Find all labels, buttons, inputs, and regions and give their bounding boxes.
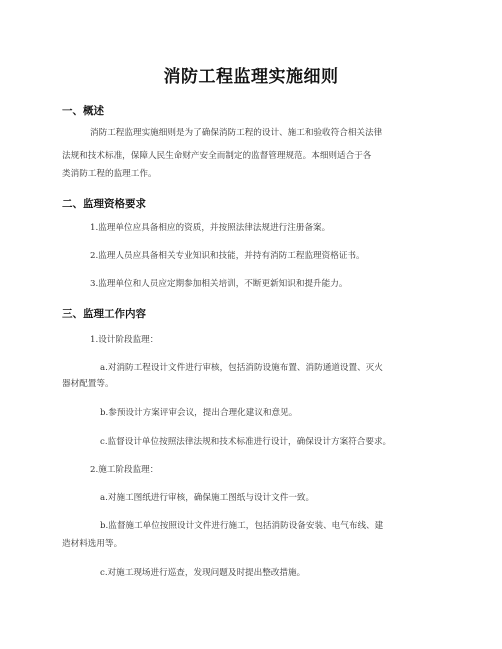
list-item: b.监督施工单位按照设计文件进行施工，包括消防设备安装、电气布线、建 (100, 521, 384, 531)
paragraph-line: 法规和技术标准，保障人民生命财产安全而制定的监督管理规范。本细则适合于各 (62, 151, 372, 161)
section-heading-work-content: 三、监理工作内容 (62, 308, 146, 320)
list-item: a.对消防工程设计文件进行审核，包括消防设施布置、消防通道设置、灭火 (100, 363, 383, 373)
document-title: 消防工程监理实施细则 (163, 67, 339, 87)
stage-label: 1.设计阶段监理： (90, 335, 159, 345)
list-item: 2.监理人员应具备相关专业知识和技能，并持有消防工程监理资格证书。 (90, 251, 365, 261)
section-heading-qualification: 二、监理资格要求 (62, 198, 146, 210)
list-item: a.对施工图纸进行审核，确保施工图纸与设计文件一致。 (100, 493, 315, 503)
list-item: 1.监理单位应具备相应的资质，并按照法律法规进行注册备案。 (90, 223, 331, 233)
section-heading-overview: 一、概述 (62, 105, 104, 117)
paragraph-line: 类消防工程的监理工作。 (62, 169, 157, 179)
list-item: c.对施工现场进行巡查，发现问题及时提出整改措施。 (100, 568, 306, 578)
list-item: c.监督设计单位按照法律法规和技术标准进行设计，确保设计方案符合要求。 (100, 437, 392, 447)
list-item-continuation: 造材料选用等。 (62, 539, 123, 549)
list-item: 3.监理单位和人员应定期参加相关培训，不断更新知识和提升能力。 (90, 279, 348, 289)
stage-label: 2.施工阶段监理： (90, 465, 159, 475)
paragraph-line: 消防工程监理实施细则是为了确保消防工程的设计、施工和验收符合相关法律 (90, 128, 383, 138)
list-item: b.参预设计方案评审会议，提出合理化建议和意见。 (100, 408, 298, 418)
list-item-continuation: 器材配置等。 (62, 379, 114, 389)
